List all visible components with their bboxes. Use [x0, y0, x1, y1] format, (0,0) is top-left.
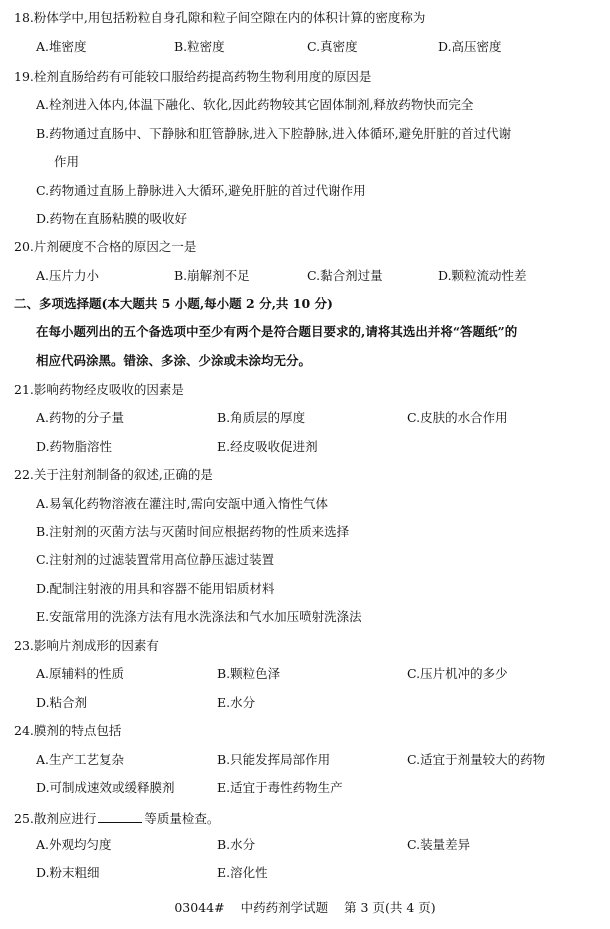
question-21-option-e: E.经皮吸收促进剂 — [217, 439, 318, 454]
question-19-stem: 19.栓剂直肠给药有可能较口服给药提高药物生物利用度的原因是 — [14, 69, 372, 84]
question-22-option-e: E.安瓿常用的洗涤方法有甩水洗涤法和气水加压喷射洗涤法 — [36, 609, 362, 624]
section-title: 二、多项选择题(本大题共 5 小题,每小题 2 分,共 10 分) — [14, 296, 333, 311]
question-20-stem: 20.片剂硬度不合格的原因之一是 — [14, 239, 197, 254]
question-19-option-a: A.栓剂进入体内,体温下融化、软化,因此药物较其它固体制剂,释放药物快而完全 — [36, 97, 474, 112]
exam-title: 中药药剂学试题 — [240, 900, 329, 915]
question-21-option-a: A.药物的分子量 — [36, 410, 125, 425]
question-20-option-b: B.崩解剂不足 — [174, 268, 250, 283]
question-18-option-d: D.高压密度 — [438, 39, 502, 54]
question-18-option-a: A.堆密度 — [36, 39, 87, 54]
question-23-option-e: E.水分 — [217, 695, 256, 710]
page-footer — [0, 902, 610, 915]
question-23-option-b: B.颗粒色泽 — [217, 666, 281, 681]
question-24-option-d: D.可制成速效或缓释膜剂 — [36, 780, 175, 795]
section-instruction-2: 相应代码涂黑。错涂、多涂、少涂或未涂均无分。 — [36, 353, 312, 368]
question-19-option-c: C.药物通过直肠上静脉进入大循环,避免肝脏的首过代谢作用 — [36, 183, 366, 198]
question-22-option-d: D.配制注射液的用具和容器不能用铝质材料 — [36, 581, 275, 596]
question-24-option-a: A.生产工艺复杂 — [36, 752, 125, 767]
question-22-option-c: C.注射剂的过滤装置常用高位静压滤过装置 — [36, 552, 275, 567]
answer-blank — [98, 811, 142, 823]
question-23-stem: 23.影响片剂成形的因素有 — [14, 638, 159, 653]
question-23-option-c: C.压片机冲的多少 — [407, 666, 508, 681]
question-23-option-d: D.粘合剂 — [36, 695, 88, 710]
question-25-option-a: A.外观均匀度 — [36, 837, 112, 852]
question-25-stem-end: 等质量检查。 — [144, 811, 220, 826]
exam-code: 03044# — [174, 900, 225, 915]
question-24-stem: 24.膜剂的特点包括 — [14, 723, 122, 738]
question-21-option-c: C.皮肤的水合作用 — [407, 410, 508, 425]
question-19-option-b-cont: 作用 — [54, 154, 80, 169]
question-25-option-d: D.粉末粗细 — [36, 865, 100, 880]
question-25-option-c: C.装量差异 — [407, 837, 471, 852]
question-21-stem: 21.影响药物经皮吸收的因素是 — [14, 382, 184, 397]
question-22-stem: 22.关于注射剂制备的叙述,正确的是 — [14, 467, 213, 482]
question-24-option-c: C.适宜于剂量较大的药物 — [407, 752, 546, 767]
question-18-option-b: B.粒密度 — [174, 39, 225, 54]
question-18-option-c: C.真密度 — [307, 39, 358, 54]
question-25-option-b: B.水分 — [217, 837, 256, 852]
question-25-option-e: E.溶化性 — [217, 865, 268, 880]
question-25-stem — [14, 811, 219, 826]
question-22-option-b: B.注射剂的灭菌方法与灭菌时间应根据药物的性质来选择 — [36, 524, 350, 539]
question-19-option-b: B.药物通过直肠中、下静脉和肛管静脉,进入下腔静脉,进入体循环,避免肝脏的首过代谢 — [36, 126, 512, 141]
question-18-stem: 18.粉体学中,用包括粉粒自身孔隙和粒子间空隙在内的体积计算的密度称为 — [14, 10, 426, 25]
question-24-option-e: E.适宜于毒性药物生产 — [217, 780, 343, 795]
question-23-option-a: A.原辅料的性质 — [36, 666, 125, 681]
question-19-option-d: D.药物在直肠粘膜的吸收好 — [36, 211, 188, 226]
question-20-option-a: A.压片力小 — [36, 268, 100, 283]
question-25-stem-start: 25.散剂应进行 — [14, 811, 97, 826]
section-instruction-1: 在每小题列出的五个备选项中至少有两个是符合题目要求的,请将其选出并将“答题纸”的 — [36, 324, 518, 339]
question-24-option-b: B.只能发挥局部作用 — [217, 752, 331, 767]
question-21-option-d: D.药物脂溶性 — [36, 439, 113, 454]
question-20-option-d: D.颗粒流动性差 — [438, 268, 527, 283]
question-20-option-c: C.黏合剂过量 — [307, 268, 383, 283]
question-22-option-a: A.易氧化药物溶液在灌注时,需向安瓿中通入惰性气体 — [36, 496, 328, 511]
page-number: 第 3 页(共 4 页) — [344, 900, 436, 915]
question-21-option-b: B.角质层的厚度 — [217, 410, 306, 425]
